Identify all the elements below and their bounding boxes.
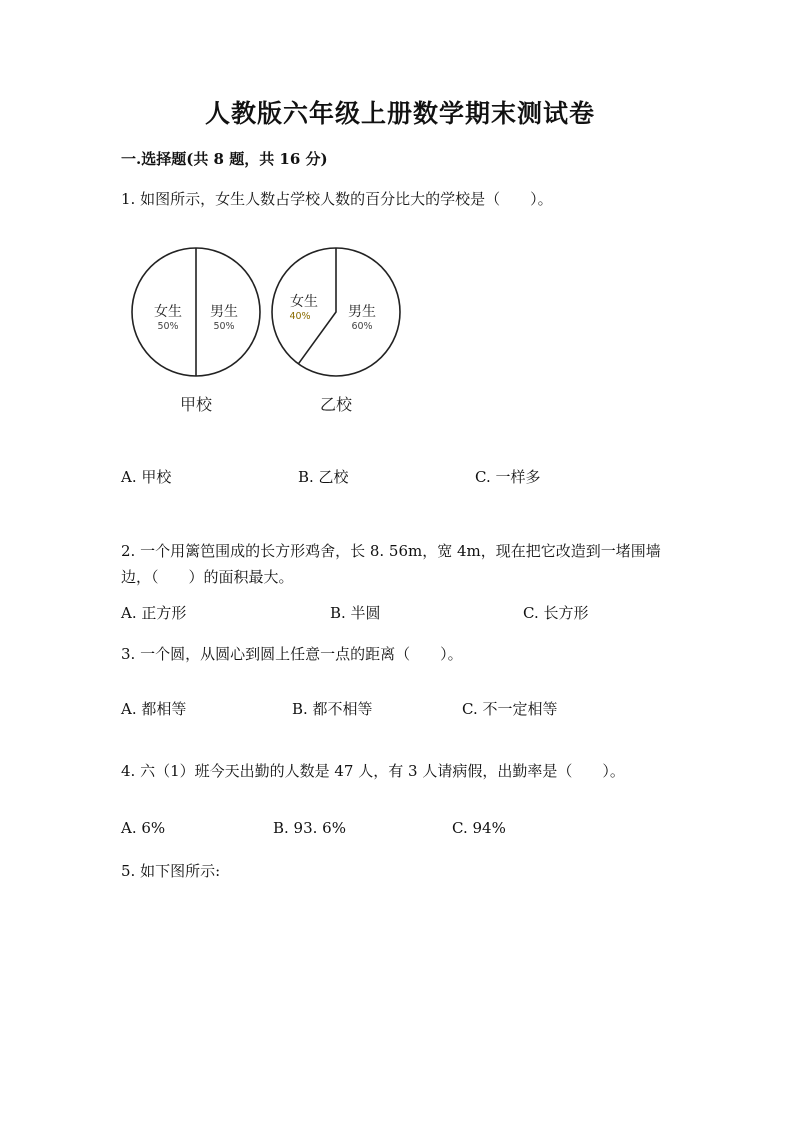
question-4-option-b[interactable]: B. 93. 6% [273,819,346,837]
question-2-option-b[interactable]: B. 半圆 [330,604,381,622]
pie-2-boys-label: 男生 [348,304,376,320]
pie-charts-figure [128,240,418,430]
pie-2-school-name: 乙校 [319,395,353,414]
question-2-option-a[interactable]: A. 正方形 [121,604,187,622]
question-2-text-line1: 2. 一个用篱笆围成的长方形鸡舍，长 8. 56m，宽 4m，现在把它改造到一堵围墙 [121,542,661,560]
question-2-option-c[interactable]: C. 长方形 [523,604,589,622]
pie-school-2 [272,248,400,414]
question-2-text-line2: 边，（ ）的面积最大。 [121,568,294,586]
question-1-option-a[interactable]: A. 甲校 [121,468,172,486]
question-4-option-c[interactable]: C. 94% [452,819,506,837]
question-3-text: 3. 一个圆，从圆心到圆上任意一点的距离（ ）。 [121,645,463,663]
question-1-option-c[interactable]: C. 一样多 [475,468,541,486]
page-title: 人教版六年级上册数学期末测试卷 [204,99,595,128]
pie-1-school-name: 甲校 [179,395,213,414]
question-4-text: 4. 六（1）班今天出勤的人数是 47 人，有 3 人请病假，出勤率是（ ）。 [121,762,625,780]
pie-1-girls-label: 女生 [154,304,182,320]
question-1-text: 1. 如图所示，女生人数占学校人数的百分比大的学校是（ ）。 [121,190,553,208]
pie-2-girls-label: 女生 [290,294,318,310]
section-heading: 一.选择题(共 8 题，共 16 分) [121,150,328,168]
pie-1-boys-pct: 50% [213,321,235,332]
question-1-option-b[interactable]: B. 乙校 [298,468,349,486]
pie-2-girls-pct: 40% [289,311,311,322]
question-3-option-b[interactable]: B. 都不相等 [292,700,373,718]
question-3-option-c[interactable]: C. 不一定相等 [462,700,558,718]
pie-school-1 [132,248,260,414]
pie-1-girls-pct: 50% [157,321,179,332]
question-5-text: 5. 如下图所示: [121,862,221,880]
question-4-option-a[interactable]: A. 6% [121,819,166,837]
pie-1-boys-label: 男生 [210,304,238,320]
question-3-option-a[interactable]: A. 都相等 [121,700,187,718]
pie-2-boys-pct: 60% [351,321,373,332]
